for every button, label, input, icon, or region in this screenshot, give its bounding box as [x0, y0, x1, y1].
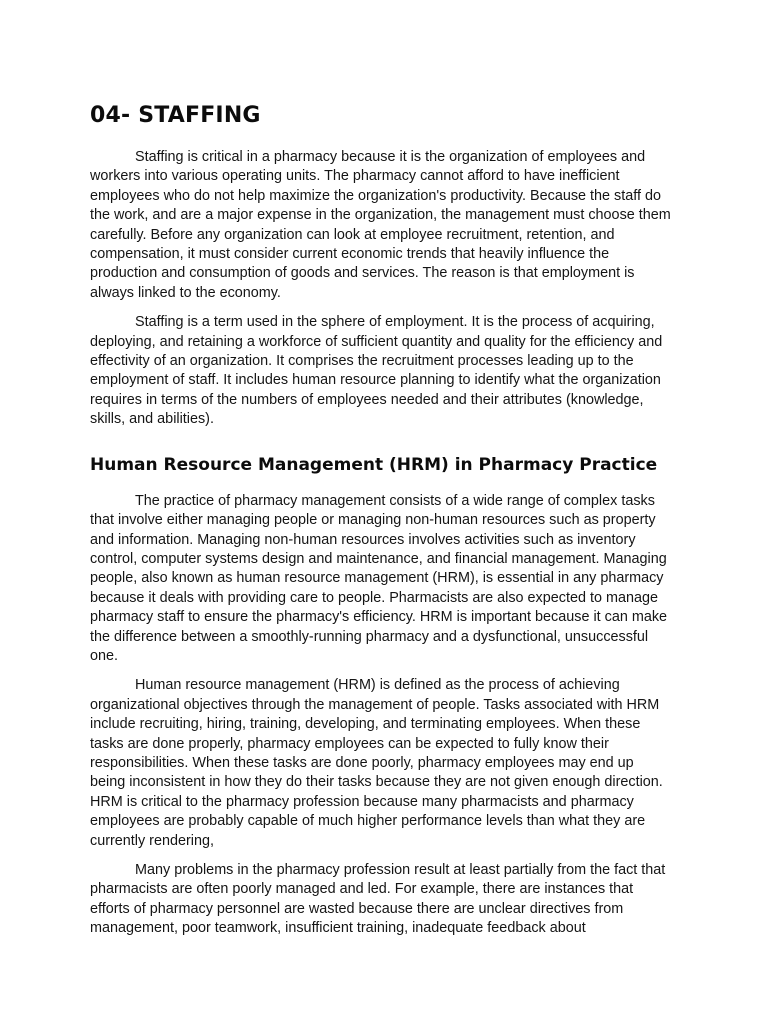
paragraph: Staffing is critical in a pharmacy because it is the organization of employees and workers into various operating units. The pharmacy cannot afford to have inefficient employees who do not help maximize the organization's productivity. Because the staff do the work, and are a major expense in the organization, the management must choose them carefully. Before any organization can look at employee recruitment, retention, and compensation, it must consider current economic trends that heavily influence the production and consumption of goods and services. The reason is that employment is always linked to the economy. [90, 149, 671, 301]
paragraph: Many problems in the pharmacy profession result at least partially from the fact that pharmacists are often poorly managed and led. For example, there are instances that efforts of pharmacy personnel are wasted because there are unclear directives from management, poor teamwork, insufficient training, inadequate feedback about [90, 862, 666, 937]
paragraph: Staffing is a term used in the sphere of employment. It is the process of acquiring, deploying, and retaining a workforce of sufficient quantity and quality for the efficiency and effectivity of an organization. It comprises the recruitment processes leading up to the employment of staff. It includes human resource planning to identify what the organization requires in terms of the numbers of employees needed and their attributes (knowledge, skills, and abilities). [90, 314, 663, 428]
section-title: 04- STAFFING [90, 103, 261, 128]
paragraph: Human resource management (HRM) is defined as the process of achieving organizational objectives through the management of people. Tasks associated with HRM include recruiting, hiring, training, developing, and terminating employees. When these tasks are done properly, pharmacy employees can be expected to fully know their responsibilities. When these tasks are done poorly, pharmacy employees may end up being inconsistent in how they do their tasks because they are not given enough direction. HRM is critical to the pharmacy profession because many pharmacists and pharmacy employees are probably capable of much higher performance levels than what they are currently rendering, [90, 677, 663, 849]
page-content [90, 100, 672, 949]
paragraph: The practice of pharmacy management consists of a wide range of complex tasks that involve either managing people or managing non-human resources such as property and information. Managing non-human resources involves activities such as inventory control, computer systems design and maintenance, and financial management. Managing people, also known as human resource management (HRM), is essential in any pharmacy because it deals with providing care to people. Pharmacists are also expected to manage pharmacy staff to ensure the pharmacy's efficiency. HRM is important because it can make the difference between a smoothly-running pharmacy and a dysfunctional, unsuccessful one. [90, 492, 668, 664]
subsection-title: Human Resource Management (HRM) in Pharmacy Practice [90, 454, 658, 475]
